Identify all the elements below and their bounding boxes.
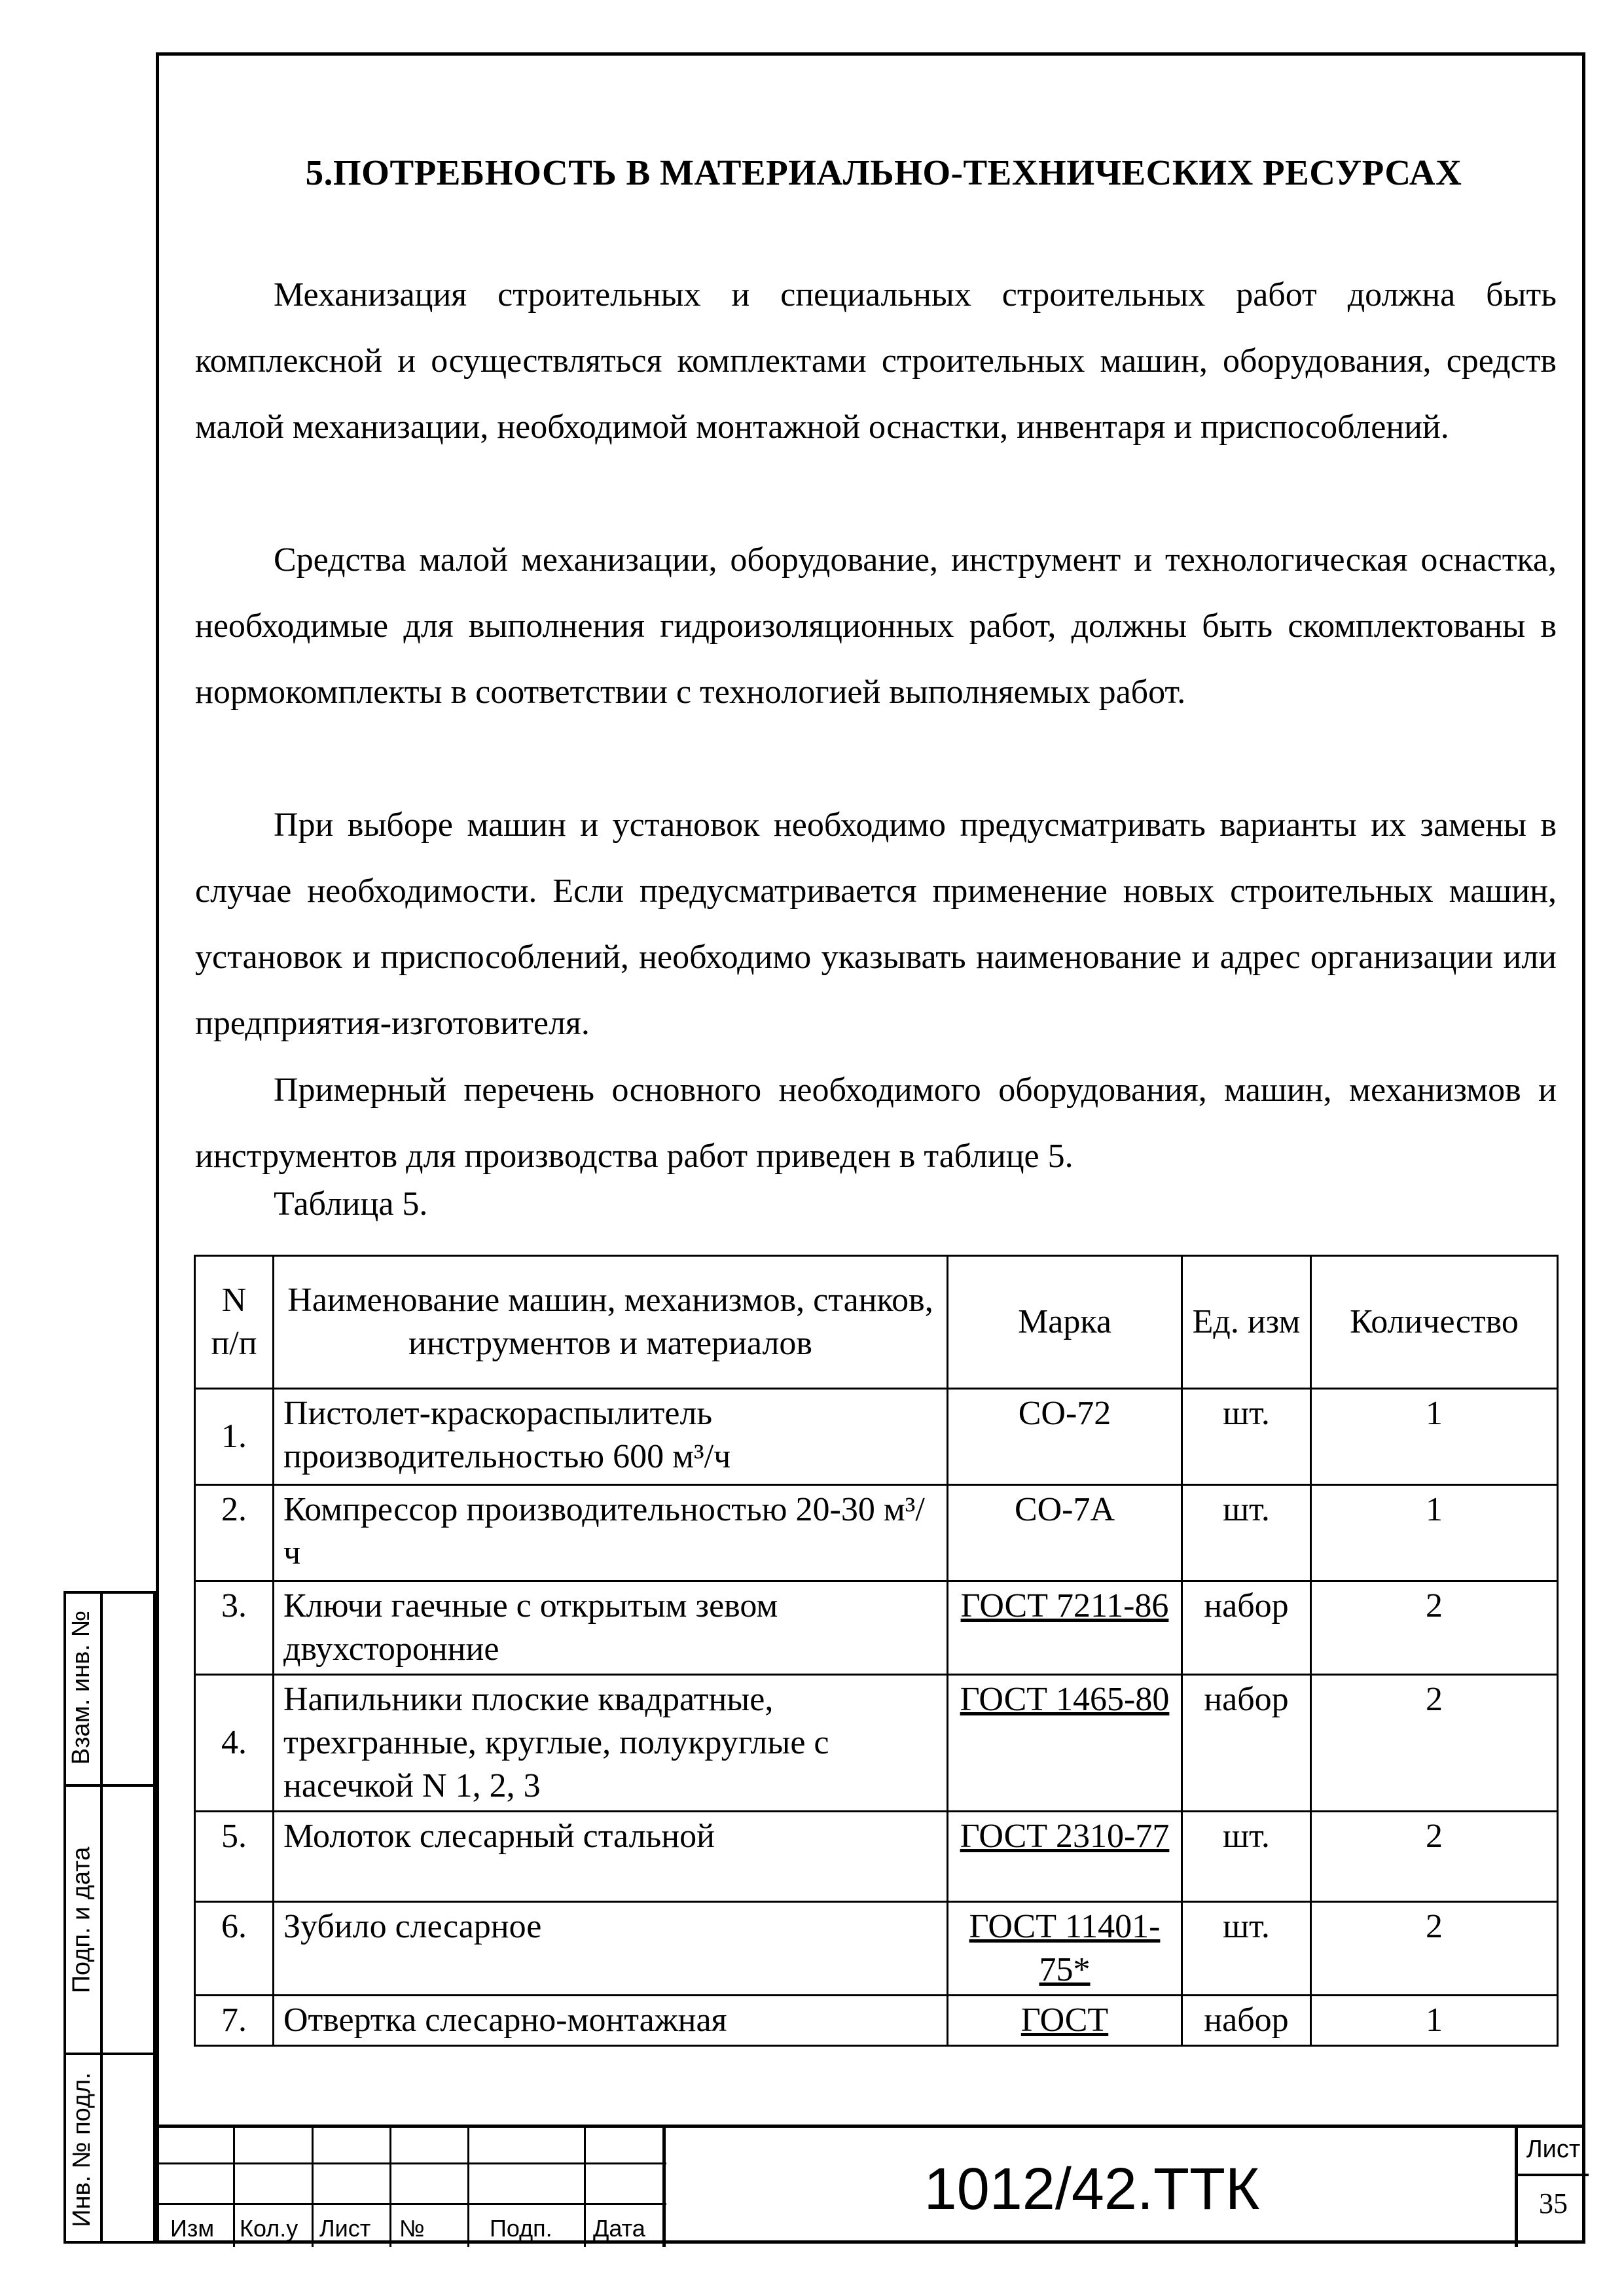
- title-block-grid: [156, 2128, 666, 2247]
- row-unit: набор: [1182, 1581, 1311, 1675]
- sheet-number: 35: [1539, 2187, 1568, 2219]
- header-brand: Марка: [948, 1256, 1182, 1389]
- row-num: 1.: [195, 1389, 274, 1485]
- row-num: 3.: [195, 1581, 274, 1675]
- side-label-vzam: Взам. инв. №: [67, 1610, 96, 1765]
- row-name: Молоток слесарный стальной: [274, 1812, 948, 1902]
- paragraph-3: При выборе машин и установок необходимо предусматривать варианты их замены в случае необходимости. Если предусматривается применение новых строительных машин, установок и приспособлений, необходимо указывать наименование и адрес организации или предприятия-изготовителя.: [195, 806, 1557, 1042]
- row-qty: 2: [1311, 1675, 1558, 1812]
- stamp-kolu: Кол.у: [240, 2215, 298, 2242]
- side-stamp-divider: [100, 1591, 103, 2244]
- side-label-podp: Подп. и дата: [67, 1846, 96, 1993]
- row-qty: 1: [1311, 1996, 1558, 2046]
- sheet-box: [1515, 2128, 1589, 2247]
- table-row: [195, 1675, 1558, 1812]
- row-name: Пистолет-краскораспылитель производительностью 600 м³/ч: [274, 1389, 948, 1485]
- table-header-row: [195, 1256, 1558, 1389]
- row-name: Напильники плоские квадратные, трехгранные, круглые, полукруглые с насечкой N 1, 2, 3: [274, 1675, 948, 1812]
- gost-link[interactable]: ГОСТ 1465-80: [960, 1681, 1170, 1718]
- row-num: 4.: [195, 1675, 274, 1812]
- row-unit: шт.: [1182, 1485, 1311, 1581]
- table-row: [195, 1996, 1558, 2046]
- table-row: [195, 1581, 1558, 1675]
- row-qty: 2: [1311, 1812, 1558, 1902]
- header-num: N п/п: [195, 1256, 274, 1389]
- row-name: Компрессор производительностью 20-30 м³/ч: [274, 1485, 948, 1581]
- header-unit: Ед. изм: [1182, 1256, 1311, 1389]
- table-row: [195, 1485, 1558, 1581]
- stamp-podp: Подп.: [490, 2215, 552, 2242]
- gost-link[interactable]: ГОСТ 11401-75*: [969, 1908, 1161, 1988]
- row-qty: 2: [1311, 1581, 1558, 1675]
- table-row: [195, 1812, 1558, 1902]
- row-name: Отвертка слесарно-монтажная: [274, 1996, 948, 2046]
- stamp-no: №: [399, 2215, 425, 2242]
- side-label-inv: Инв. № подл.: [67, 2072, 96, 2227]
- gost-link[interactable]: ГОСТ 7211-86: [960, 1587, 1169, 1624]
- paragraph-2: Средства малой механизации, оборудование, инструмент и технологическая оснастка, необходимые для выполнения гидроизоляционных работ, должны быть скомплектованы в нормокомплекты в соответствии с технологией выполняемых работ.: [195, 541, 1557, 711]
- row-unit: набор: [1182, 1675, 1311, 1812]
- row-brand: СО-7А: [948, 1485, 1182, 1581]
- row-unit: шт.: [1182, 1812, 1311, 1902]
- row-unit: набор: [1182, 1996, 1311, 2046]
- table-caption: Таблица 5.: [274, 1185, 428, 1223]
- paragraph-4: Примерный перечень основного необходимого оборудования, машин, механизмов и инструментов для производства работ приведен в таблице 5.: [195, 1071, 1557, 1175]
- table-row: [195, 1902, 1558, 1996]
- table-row: [195, 1389, 1558, 1485]
- row-name: Зубило слесарное: [274, 1902, 948, 1996]
- row-unit: шт.: [1182, 1902, 1311, 1996]
- gost-link[interactable]: ГОСТ: [1020, 2001, 1109, 2039]
- row-brand: СО-72: [948, 1389, 1182, 1485]
- sheet-label: Лист: [1526, 2136, 1581, 2163]
- row-num: 5.: [195, 1812, 274, 1902]
- stamp-izm: Изм: [170, 2215, 215, 2242]
- equipment-table: [194, 1255, 1559, 2047]
- section-heading: 5.ПОТРЕБНОСТЬ В МАТЕРИАЛЬНО-ТЕХНИЧЕСКИХ РЕСУРСАХ: [305, 152, 1462, 192]
- stamp-data: Дата: [593, 2215, 645, 2242]
- header-qty: Количество: [1311, 1256, 1558, 1389]
- row-num: 7.: [195, 1996, 274, 2046]
- paragraph-1: Механизация строительных и специальных строительных работ должна быть комплексной и осуществляться комплектами строительных машин, оборудования, средств малой механизации, необходимой монтажной оснастки, инвентаря и приспособлений.: [195, 276, 1557, 446]
- stamp-list: Лист: [319, 2215, 371, 2242]
- gost-link[interactable]: ГОСТ 2310-77: [960, 1818, 1170, 1855]
- row-qty: 2: [1311, 1902, 1558, 1996]
- row-name: Ключи гаечные с открытым зевом двухсторонние: [274, 1581, 948, 1675]
- row-unit: шт.: [1182, 1389, 1311, 1485]
- header-name: Наименование машин, механизмов, станков, инструментов и материалов: [274, 1256, 948, 1389]
- row-qty: 1: [1311, 1389, 1558, 1485]
- document-code: 1012/42.ТТК: [924, 2157, 1260, 2222]
- title-block: [156, 2125, 1585, 2247]
- row-num: 2.: [195, 1485, 274, 1581]
- row-qty: 1: [1311, 1485, 1558, 1581]
- row-num: 6.: [195, 1902, 274, 1996]
